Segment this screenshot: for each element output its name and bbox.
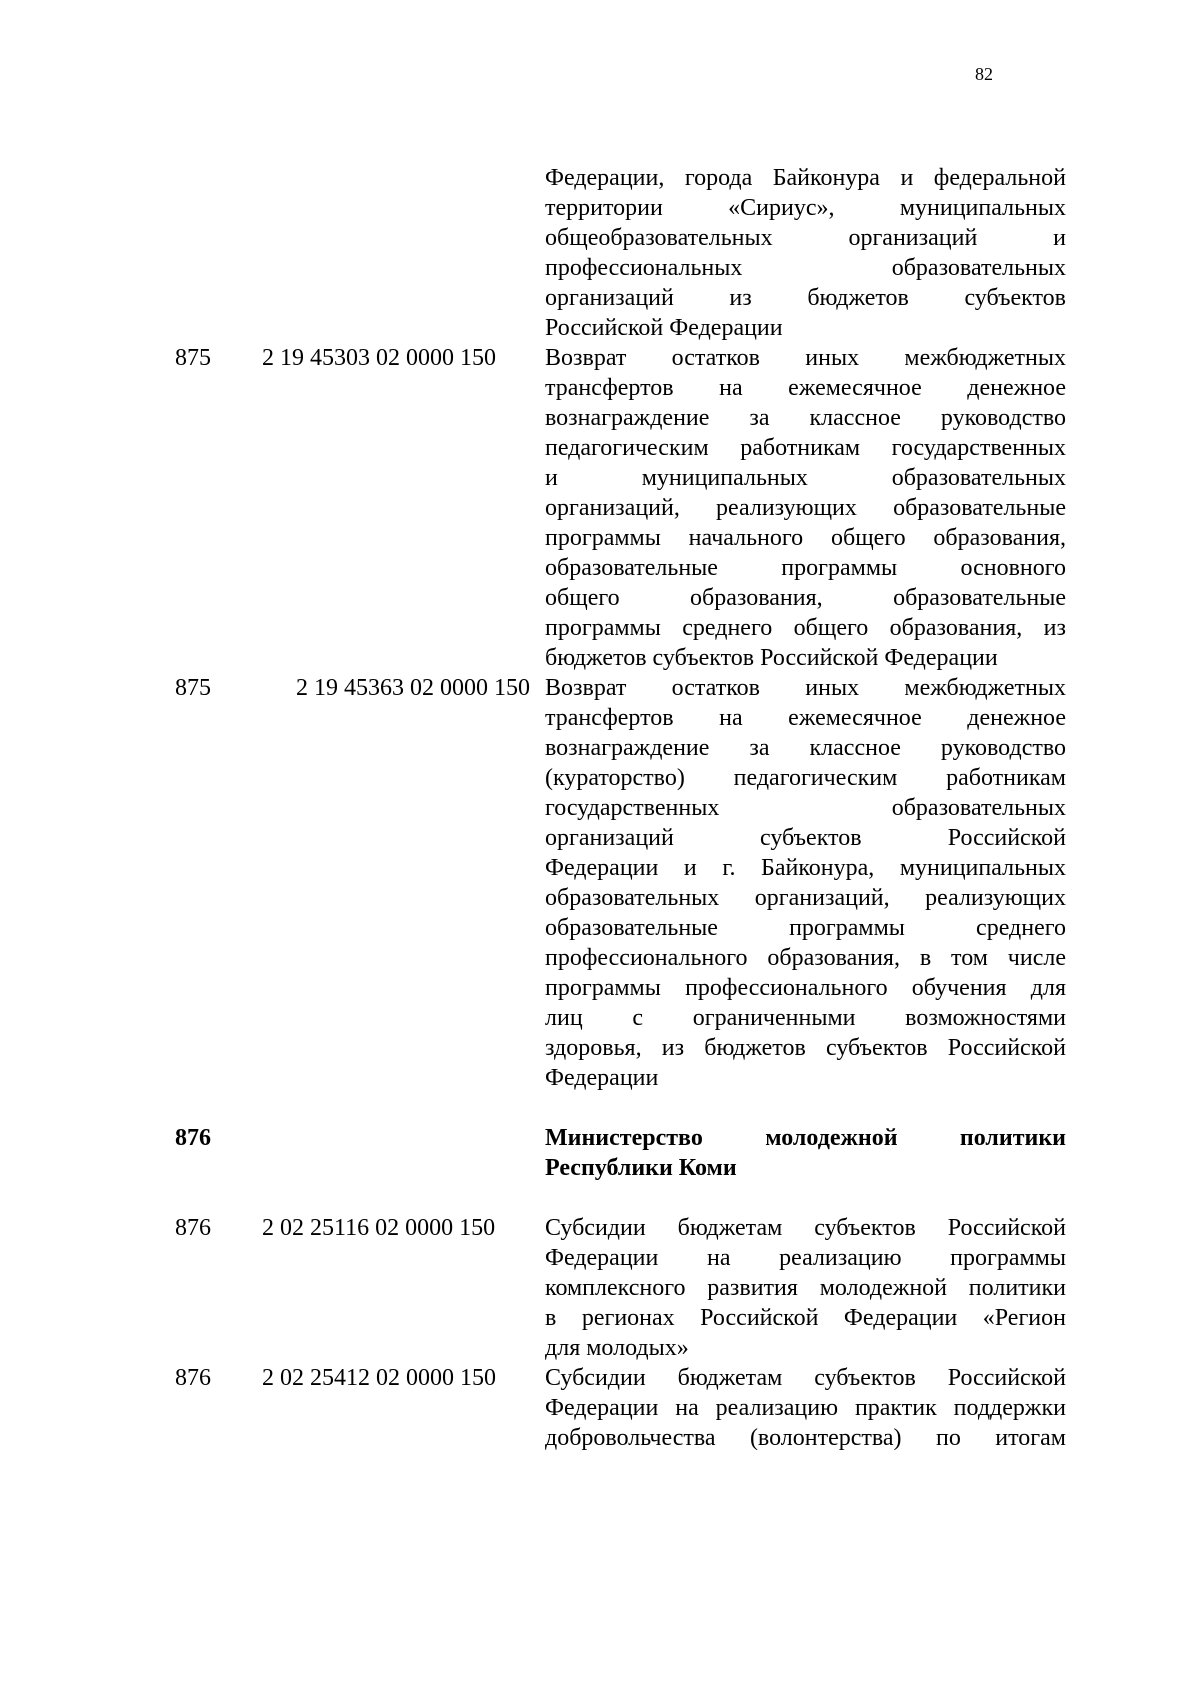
description-line: комплексного развития молодежной политики — [545, 1275, 1066, 1301]
description-line: общего образования, образовательные — [545, 585, 1066, 611]
admin-code: 875 — [175, 345, 211, 371]
description-line: в регионах Российской Федерации «Регион — [545, 1305, 1066, 1331]
row-description — [545, 163, 1066, 343]
description-line: организаций, реализующих образовательные — [545, 495, 1066, 521]
description-line: добровольчества (волонтерства) по итогам — [545, 1425, 1066, 1451]
ministry-title — [545, 1123, 1066, 1183]
kbk-code: 2 02 25412 02 0000 150 — [262, 1365, 496, 1391]
row-description — [545, 343, 1066, 673]
description-line: Федерации на реализацию практик поддержки — [545, 1395, 1066, 1421]
row-description — [545, 1363, 1066, 1453]
description-line: территории «Сириус», муниципальных — [545, 195, 1066, 221]
description-line: бюджетов субъектов Российской Федерации — [545, 645, 998, 671]
description-line: Субсидии бюджетам субъектов Российской — [545, 1365, 1066, 1391]
description-line: общеобразовательных организаций и — [545, 225, 1066, 251]
row-description — [545, 1213, 1066, 1363]
description-line: Возврат остатков иных межбюджетных — [545, 345, 1066, 371]
description-line: Республики Коми — [545, 1155, 737, 1181]
description-line: Российской Федерации — [545, 315, 783, 341]
description-line: (кураторство) педагогическим работникам — [545, 765, 1066, 791]
description-line: здоровья, из бюджетов субъектов Российской — [545, 1035, 1066, 1061]
description-line: педагогическим работникам государственных — [545, 435, 1066, 461]
description-line: образовательных организаций, реализующих — [545, 885, 1066, 911]
description-line: Федерации, города Байконура и федеральной — [545, 165, 1066, 191]
description-line: программы среднего общего образования, из — [545, 615, 1066, 641]
description-line: Федерации и г. Байконура, муниципальных — [545, 855, 1066, 881]
description-line: образовательные программы основного — [545, 555, 1066, 581]
description-line: трансфертов на ежемесячное денежное — [545, 705, 1066, 731]
description-line: Федерации на реализацию программы — [545, 1245, 1066, 1271]
description-line: для молодых» — [545, 1335, 689, 1361]
description-line: Возврат остатков иных межбюджетных — [545, 675, 1066, 701]
description-line: вознаграждение за классное руководство — [545, 405, 1066, 431]
admin-code: 875 — [175, 675, 211, 701]
kbk-code: 2 02 25116 02 0000 150 — [262, 1215, 496, 1241]
row-description — [545, 673, 1066, 1093]
description-line: Федерации — [545, 1065, 659, 1091]
description-line: государственных образовательных — [545, 795, 1066, 821]
description-line: организаций из бюджетов субъектов — [545, 285, 1066, 311]
description-line: программы начального общего образования, — [545, 525, 1066, 551]
page-number: 82 — [975, 64, 993, 84]
admin-code: 876 — [175, 1365, 211, 1391]
description-line: вознаграждение за классное руководство — [545, 735, 1066, 761]
description-line: лиц с ограниченными возможностями — [545, 1005, 1066, 1031]
description-line: трансфертов на ежемесячное денежное — [545, 375, 1066, 401]
description-line: профессионального образования, в том числе — [545, 945, 1066, 971]
description-line: образовательные программы среднего — [545, 915, 1066, 941]
kbk-code: 2 19 45303 02 0000 150 — [262, 345, 496, 371]
description-line: и муниципальных образовательных — [545, 465, 1066, 491]
description-line: программы профессионального обучения для — [545, 975, 1066, 1001]
description-line: профессиональных образовательных — [545, 255, 1066, 281]
admin-code: 876 — [175, 1125, 211, 1151]
description-line: организаций субъектов Российской — [545, 825, 1066, 851]
description-line: Субсидии бюджетам субъектов Российской — [545, 1215, 1066, 1241]
description-line: Министерство молодежной политики — [545, 1125, 1066, 1151]
kbk-code: 2 19 45363 02 0000 150 — [296, 675, 530, 701]
admin-code: 876 — [175, 1215, 211, 1241]
